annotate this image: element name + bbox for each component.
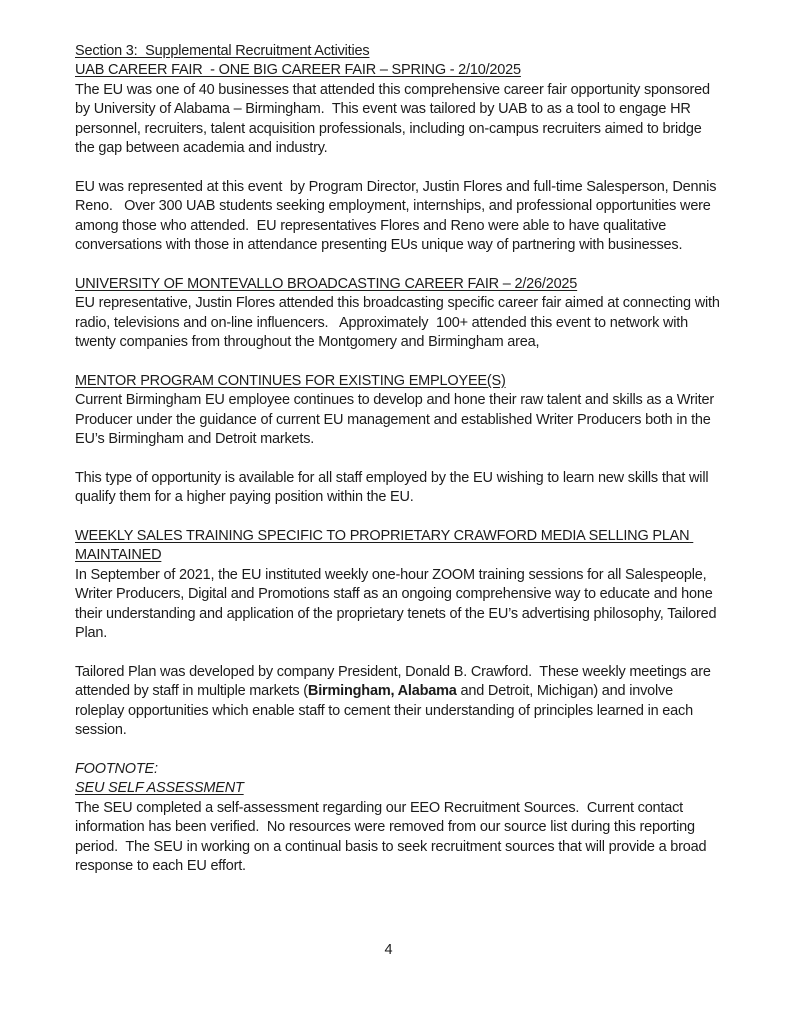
montevallo-paragraph: EU representative, Justin Flores attended this broadcasting specific career fair aimed at connecting with radio, televisions and on-line influencers. Approximately 100+ attended this event to network with twenty companies from throughout the Montgomery and Birmingham area, (75, 295, 724, 351)
footnote-label: FOOTNOTE: (75, 760, 158, 777)
paragraph-text: Tailored Plan was developed by company President, Donald B. Crawford. These weekly meetings are attended by staff in multiple markets ( (75, 663, 715, 700)
uab-paragraph-1: The EU was one of 40 businesses that attended this comprehensive career fair opportunity sponsored by University of Alabama – Birmingham. This event was tailored by UAB to as a tool to engage HR personnel, recruiters, talent acquisition professionals, including on-campus recruiters aimed to bridge the gap between academia and industry. (75, 81, 714, 157)
weekly-training-paragraph: In September of 2021, the EU instituted weekly one-hour ZOOM training sessions for all Salespeople, Writer Producers, Digital and Promotions staff as an ongoing comprehensive way to educate and hone their understanding and application of the proprietary tenets of the EU’s advertising philosophy, Tailored Plan. (75, 566, 721, 642)
document-content (75, 42, 723, 876)
seu-self-assessment-heading: SEU SELF ASSESSMENT (75, 780, 244, 797)
uab-paragraph-2: EU was represented at this event by Program Director, Justin Flores and full-time Salesperson, Dennis Reno. Over 300 UAB students seeking employment, internships, and professional opportunities were among those who attended. EU representatives Flores and Reno were able to have qualitative conversations with those in attendance presenting EUs unique way of partnering with businesses. (75, 178, 721, 254)
page-number: 4 (384, 942, 393, 958)
uab-career-fair-heading: UAB CAREER FAIR - ONE BIG CAREER FAIR – SPRING - 2/10/2025 (75, 62, 521, 79)
section-3-heading: Section 3: Supplemental Recruitment Activities (75, 43, 370, 59)
mentor-paragraph-2: This type of opportunity is available for all staff employed by the EU wishing to learn new skills that will qualify them for a higher paying position within the EU. (75, 469, 713, 506)
mentor-paragraph-1: Current Birmingham EU employee continues to develop and hone their raw talent and skills as a Writer Producer under the guidance of current EU management and established Writer Producers both in the EU’s Birmingham and Detroit markets. (75, 392, 718, 448)
bold-market-text: Birmingham, Alabama (307, 683, 457, 700)
tailored-plan-paragraph (75, 663, 723, 741)
mentor-program-heading: MENTOR PROGRAM CONTINUES FOR EXISTING EMPLOYEE(S) (75, 372, 506, 389)
paragraph-text: and Detroit, Michigan) and involve roleplay opportunities which enable staff to cement their understanding of principles learned in each session. (75, 683, 697, 739)
weekly-sales-training-heading: WEEKLY SALES TRAINING SPECIFIC TO PROPRIETARY CRAWFORD MEDIA SELLING PLAN MAINTAINED (75, 528, 694, 564)
seu-assessment-paragraph: The SEU completed a self-assessment regarding our EEO Recruitment Sources. Current contact information has been verified. No resources were removed from our source list during this reporting period. The SEU in working on a continual basis to seek recruitment sources that will provide a broad response to each EU effort. (75, 799, 711, 874)
montevallo-heading: UNIVERSITY OF MONTEVALLO BROADCASTING CAREER FAIR – 2/26/2025 (75, 275, 578, 292)
